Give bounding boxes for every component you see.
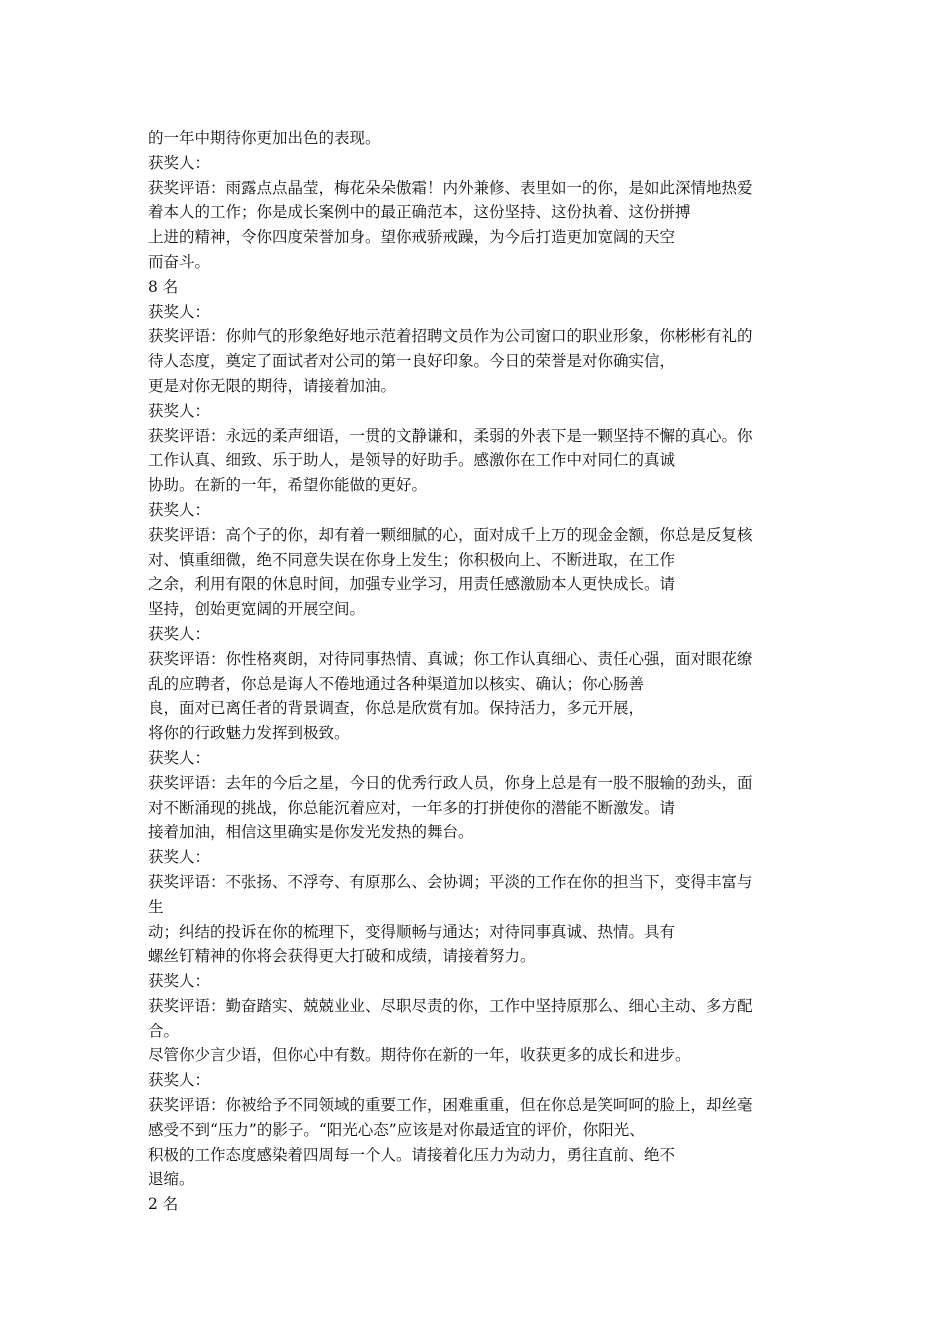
text-line: 获奖人： — [148, 401, 211, 420]
text-line: 动；纠结的投诉在你的梳理下，变得顺畅与通达；对待同事真诚、热情。具有 — [148, 922, 676, 941]
text-line: 而奋斗。 — [148, 252, 211, 271]
text-line: 获奖人： — [148, 153, 211, 172]
text-line: 获奖人： — [148, 1071, 211, 1090]
text-line: 感受不到“压力”的影子。“阳光心态”应该是对你最适宜的评价，你阳光、 — [148, 1120, 645, 1139]
text-line: 获奖评语：雨露点点晶莹，梅花朵朵傲霜！内外兼修、表里如一的你，是如此深情地热爱 — [148, 178, 753, 197]
text-line: 获奖人： — [148, 500, 211, 519]
text-line: 获奖人： — [148, 848, 211, 867]
text-line: 工作认真、细致、乐于助人，是领导的好助手。感激你在工作中对同仁的真诚 — [148, 451, 676, 470]
text-line: 获奖评语：不张扬、不浮夸、有原那么、会协调；平淡的工作在你的担当下，变得丰富与 — [148, 872, 753, 891]
text-line: 待人态度，奠定了面试者对公司的第一良好印象。今日的荣誉是对你确实信， — [148, 352, 676, 371]
text-line: 对不断涌现的挑战，你总能沉着应对，一年多的打拼使你的潜能不断激发。请 — [148, 798, 676, 817]
text-line: 获奖人： — [148, 748, 211, 767]
text-line: 乱的应聘者，你总是诲人不倦地通过各种渠道加以核实、确认；你心肠善 — [148, 674, 645, 693]
text-line: 将你的行政魅力发挥到极致。 — [148, 724, 350, 743]
text-line: 获奖评语：你被给予不同领域的重要工作，困难重重，但在你总是笑呵呵的脸上，却丝毫 — [148, 1096, 753, 1115]
text-line: 上进的精神，令你四度荣誉加身。望你戒骄戒躁，为今后打造更加宽阔的天空 — [148, 228, 676, 247]
section-heading: 2 名 — [148, 1195, 179, 1214]
text-line: 螺丝钉精神的你将会获得更大打破和成绩，请接着努力。 — [148, 947, 536, 966]
text-line: 获奖评语：永远的柔声细语，一贯的文静谦和，柔弱的外表下是一颗坚持不懈的真心。你 — [148, 426, 753, 445]
text-line: 的一年中期待你更加出色的表现。 — [148, 129, 381, 147]
text-line: 合。 — [148, 1021, 180, 1040]
text-line: 获奖评语：你帅气的形象绝好地示范着招聘文员作为公司窗口的职业形象，你彬彬有礼的 — [148, 327, 753, 346]
text-line: 接着加油，相信这里确实是你发光发热的舞台。 — [148, 823, 474, 842]
text-line: 坚持，创始更宽阔的开展空间。 — [148, 600, 366, 619]
text-line: 获奖人： — [148, 972, 211, 991]
text-line: 良，面对已离任者的背景调查，你总是欣赏有加。保持活力，多元开展， — [148, 699, 645, 718]
text-line: 生 — [148, 897, 164, 916]
text-line: 对、慎重细微，绝不同意失误在你身上发生；你积极向上、不断进取，在工作 — [148, 550, 676, 569]
text-line: 协助。在新的一年，希望你能做的更好。 — [148, 476, 428, 495]
text-line: 着本人的工作；你是成长案例中的最正确范本，这份坚持、这份执着、这份拼搏 — [148, 203, 691, 222]
text-line: 获奖评语：勤奋踏实、兢兢业业、尽职尽责的你，工作中坚持原那么、细心主动、多方配 — [148, 996, 753, 1015]
text-line: 之余，利用有限的休息时间，加强专业学习，用责任感激励本人更快成长。请 — [148, 575, 676, 594]
document-body — [148, 126, 818, 1217]
text-line: 退缩。 — [148, 1170, 195, 1189]
text-line: 获奖人： — [148, 302, 211, 321]
text-line: 尽管你少言少语，但你心中有数。期待你在新的一年，收获更多的成长和进步。 — [148, 1046, 691, 1065]
text-line: 获奖评语：高个子的你，却有着一颗细腻的心，面对成千上万的现金金额，你总是反复核 — [148, 525, 753, 544]
text-line: 获奖评语：你性格爽朗，对待同事热情、真诚；你工作认真细心、责任心强，面对眼花缭 — [148, 649, 753, 668]
section-heading: 8 名 — [148, 277, 179, 296]
text-line: 更是对你无限的期待，请接着加油。 — [148, 376, 397, 395]
text-line: 获奖评语：去年的今后之星，今日的优秀行政人员，你身上总是有一股不服输的劲头，面 — [148, 773, 753, 792]
text-line: 获奖人： — [148, 624, 211, 643]
text-line: 积极的工作态度感染着四周每一个人。请接着化压力为动力，勇往直前、绝不 — [148, 1145, 676, 1164]
